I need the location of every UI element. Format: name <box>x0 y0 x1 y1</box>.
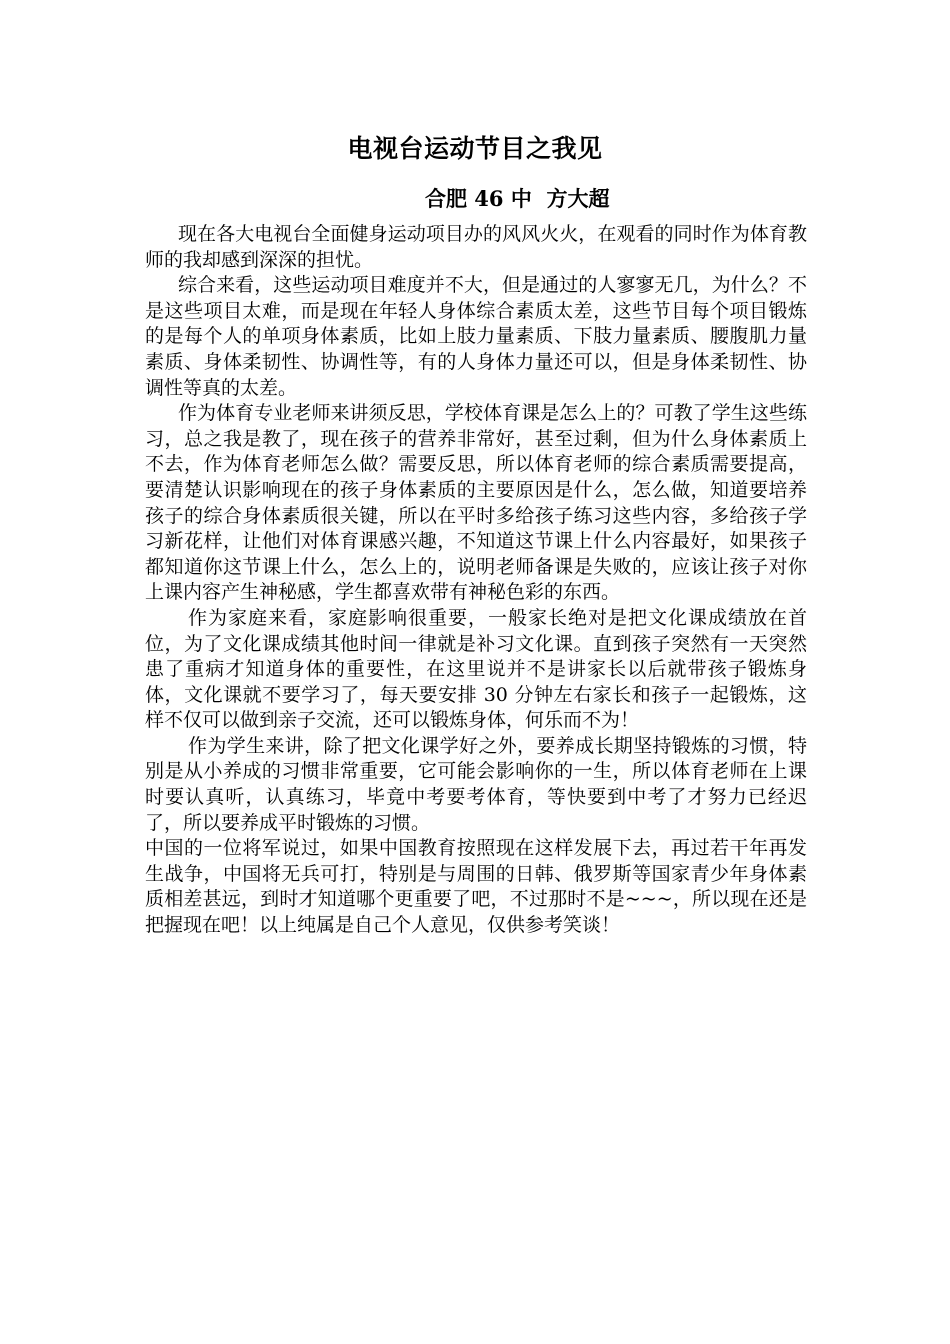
paragraph-teacher-reflection: 作为体育专业老师来讲须反思，学校体育课是怎么上的？可教了学生这些练习，总之我是教了，现在孩子的营养非常好，甚至过剩，但为什么身体素质上不去，作为体育老师怎么做？需要反思，所以体育老师的综合素质需要提高，要清楚认识影响现在的孩子身体素质的主要原因是什么，怎么做，知道要培养孩子的综合身体素质很关键，所以在平时多给孩子练习这些内容，多给孩子学习新花样，让他们对体育课感兴趣，不知道这节课上什么内容最好，如果孩子都知道你这节课上什么，怎么上的，说明老师备课是失败的，应该让孩子对你上课内容产生神秘感，学生都喜欢带有神秘色彩的东西。 <box>145 402 807 604</box>
paragraph-intro: 现在各大电视台全面健身运动项目办的风风火火，在观看的同时作为体育教师的我却感到深深的担忧。 <box>145 223 807 271</box>
paragraph-conclusion: 中国的一位将军说过，如果中国教育按照现在这样发展下去，再过若干年再发生战争，中国将无兵可打，特别是与周围的日韩、俄罗斯等国家青少年身体素质相差甚远，到时才知道哪个更重要了吧，不过那时不是~~~，所以现在还是把握现在吧！以上纯属是自己个人意见，仅供参考笑谈！ <box>145 837 807 937</box>
document-title: 电视台运动节目之我见 <box>347 134 603 163</box>
paragraph-family: 作为家庭来看，家庭影响很重要，一般家长绝对是把文化课成绩放在首位，为了文化课成绩其他时间一律就是补习文化课。直到孩子突然有一天突然患了重病才知道身体的重要性，在这里说并不是讲家长以后就带孩子锻炼身体，文化课就不要学习了，每天要安排 30 分钟左右家长和孩子一起锻炼，这样不仅可以做到亲子交流，还可以锻炼身体，何乐而不为！ <box>145 606 807 732</box>
paragraph-students: 作为学生来讲，除了把文化课学好之外，要养成长期坚持锻炼的习惯，特别是从小养成的习惯非常重要，它可能会影响你的一生，所以体育老师在上课时要认真听，认真练习，毕竟中考要考体育，等快要到中考了才努力已经迟了，所以要养成平时锻炼的习惯。 <box>145 734 807 834</box>
document-body <box>145 222 807 939</box>
document-author: 合肥 46 中 方大超 <box>425 186 610 211</box>
paragraph-overview: 综合来看，这些运动项目难度并不大，但是通过的人寥寥无几，为什么？不是这些项目太难，而是现在年轻人身体综合素质太差，这些节目每个项目锻炼的是每个人的单项身体素质，比如上肢力量素质、下肢力量素质、腰腹肌力量素质、身体柔韧性、协调性等，有的人身体力量还可以，但是身体柔韧性、协调性等真的太差。 <box>145 274 807 399</box>
